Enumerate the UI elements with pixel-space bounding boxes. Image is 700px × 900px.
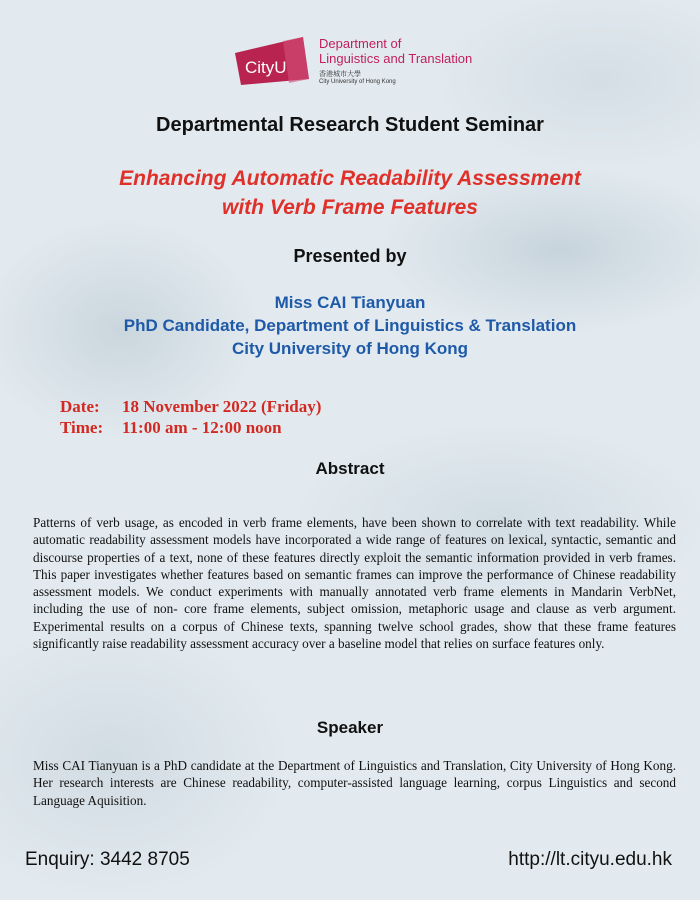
speaker-heading: Speaker bbox=[316, 718, 384, 737]
logo-dept-line1: Department of bbox=[319, 36, 402, 51]
website-link[interactable]: http://lt.cityu.edu.hk bbox=[508, 849, 672, 870]
date-label: Date: bbox=[60, 397, 100, 416]
logo-chinese-name: 香港城市大學 bbox=[319, 71, 361, 78]
seminar-title: Departmental Research Student Seminar bbox=[156, 114, 544, 136]
speaker-bio: Miss CAI Tianyuan is a PhD candidate at the Department of Linguistics and Translation, City University of Hong Kong. Her research interests are Chinese readability, computer-assisted language learning, corpus Linguistics and second Language Aquisition. bbox=[33, 758, 676, 808]
logo-mark: CityU bbox=[245, 58, 287, 77]
logo-university-en: City University of Hong Kong bbox=[319, 79, 396, 85]
abstract-text: Patterns of verb usage, as encoded in verb frame elements, have been shown to correlate with text readability. While automatic readability assessment models have incorporated a wide range of features on lexical, syntactic, semantic and discourse properties of a text, none of these features directly exploit the semantic information provided in verb frames. This paper investigates whether features based on semantic frames can improve the performance of Chinese readability assessment models. We conduct experiments with manually annotated verb frame elements in Mandarin VerbNet, including the use of non- core frame elements, subject omission, metaphoric usage and clause as verb argument. Experimental results on a corpus of Chinese texts, spanning twelve school grades, show that these frame features significantly raise readability assessment accuracy over a baseline model that relies on surface features only. bbox=[33, 515, 676, 652]
date-value: 18 November 2022 (Friday) bbox=[122, 397, 322, 416]
presented-by-label: Presented by bbox=[293, 246, 407, 266]
cityu-logo-icon bbox=[233, 35, 313, 87]
time-label: Time: bbox=[60, 418, 104, 437]
department-logo bbox=[233, 35, 473, 95]
logo-dept-line2: Linguistics and Translation bbox=[319, 51, 473, 66]
enquiry-phone: Enquiry: 3442 8705 bbox=[25, 849, 190, 870]
time-value: 11:00 am - 12:00 noon bbox=[122, 418, 282, 437]
speaker-name: Miss CAI Tianyuan bbox=[274, 293, 426, 312]
speaker-role: PhD Candidate, Department of Linguistics & Translation bbox=[123, 316, 577, 335]
talk-title-line1: Enhancing Automatic Readability Assessment bbox=[119, 167, 581, 190]
talk-title-line2: with Verb Frame Features bbox=[222, 196, 478, 219]
abstract-heading: Abstract bbox=[315, 459, 385, 478]
speaker-affiliation: City University of Hong Kong bbox=[231, 339, 469, 358]
